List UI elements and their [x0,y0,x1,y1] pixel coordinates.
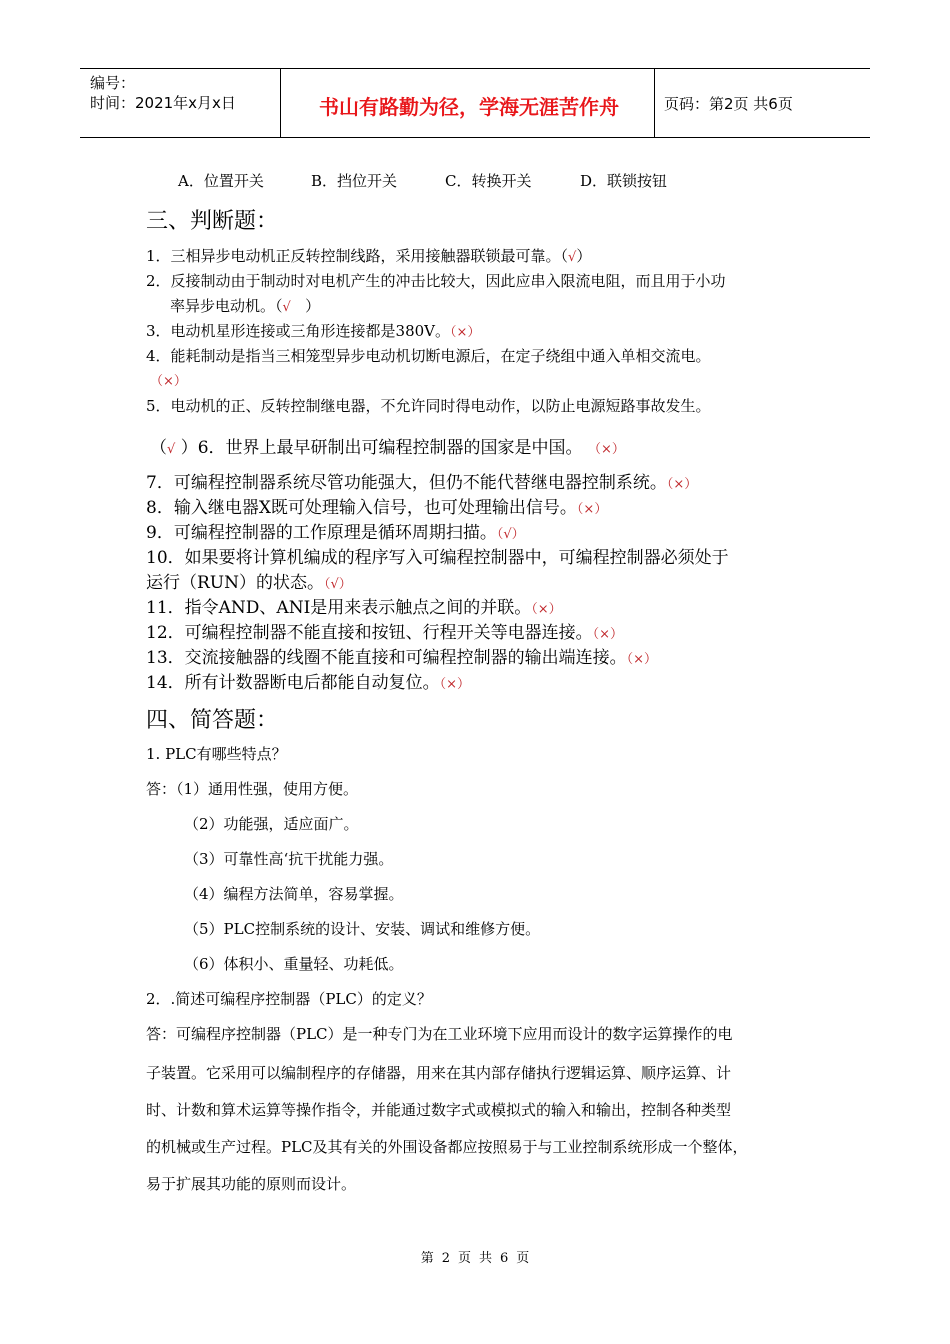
header-table [80,68,870,138]
id-label: 编号： [90,74,136,92]
answer-line: 答：（1）通用性强，使用方便。 [146,780,359,798]
answer-line: （6）体积小、重量轻、功耗低。 [184,955,404,973]
question-mark-cont: （×） [150,374,187,389]
page-info: 页码：第2页 共6页 [664,95,793,113]
header-meta [90,73,236,113]
page-footer: 第 2 页 共 6 页 [420,1251,530,1266]
answer-line: 子装置。它采用可以编制程序的存储器，用来在其内部存储执行逻辑运算、顺序运算、计 [146,1064,732,1082]
answer-line: （3）可靠性高‘抗干扰能力强。 [184,850,394,868]
section-title-short-answer: 四、简答题： [146,708,279,733]
question-item: 8．输入继电器X既可处理输入信号，也可处理输出信号。（×） [146,498,608,518]
question-item: 14．所有计数器断电后都能自动复位。（×） [146,673,471,693]
question-item: 1. PLC有哪些特点？ [146,745,287,763]
header-divider [280,69,281,137]
question-item: 2．.简述可编程序控制器（PLC）的定义？ [146,990,432,1008]
question-item: 2．反接制动由于制动时对电机产生的冲击比较大，因此应串入限流电阻，而且用于小功 [146,272,726,290]
answer-line: （4）编程方法简单，容易掌握。 [184,885,404,903]
question-item: 10．如果要将计算机编成的程序写入可编程控制器中，可编程控制器必须处于 [146,548,729,568]
option-b: B．挡位开关 [311,172,398,190]
question-item: 3．电动机星形连接或三角形连接都是380V。（×） [146,322,481,340]
question-item-cont: 运行（RUN）的状态。（√） [146,573,352,593]
answer-line: 时、计数和算术运算等操作指令，并能通过数字式或模拟式的输入和输出，控制各种类型 [146,1101,732,1119]
answer-line: 答：可编程序控制器（PLC）是一种专门为在工业环境下应用而设计的数字运算操作的电 [146,1025,733,1043]
option-c: C．转换开关 [445,172,532,190]
question-item: （√ ）6．世界上最早研制出可编程控制器的国家是中国。 （×） [150,438,625,458]
option-d: D．联锁按钮 [580,172,668,190]
question-item: 9．可编程控制器的工作原理是循环周期扫描。（√） [146,523,525,543]
question-item: 5．电动机的正、反转控制继电器，不允许同时得电动作，以防止电源短路事故发生。 [146,397,711,415]
answer-options [178,170,667,191]
date-label: 时间：2021年x月x日 [90,94,236,112]
question-item: 12．可编程控制器不能直接和按钮、行程开关等电器连接。（×） [146,623,624,643]
question-item: 1．三相异步电动机正反转控制线路，采用接触器联锁最可靠。（√） [146,247,592,265]
section-title-judgment: 三、判断题： [146,209,279,234]
question-item: 11．指令AND、ANI是用来表示触点之间的并联。（×） [146,598,562,618]
question-item: 7．可编程控制器系统尽管功能强大，但仍不能代替继电器控制系统。（×） [146,473,698,493]
option-a: A．位置开关 [178,172,264,190]
answer-line: （5）PLC控制系统的设计、安装、调试和维修方便。 [184,920,541,938]
answer-line: 易于扩展其功能的原则而设计。 [146,1175,357,1193]
answer-line: 的机械或生产过程。PLC及其有关的外围设备都应按照易于与工业控制系统形成一个整体， [146,1138,748,1156]
question-item: 4．能耗制动是指当三相笼型异步电动机切断电源后，在定子绕组中通入单相交流电。 [146,347,711,365]
motto: 书山有路勤为径，学海无涯苦作舟 [319,95,619,119]
answer-line: （2）功能强，适应面广。 [184,815,359,833]
question-item-cont: 率异步电动机。（√ ） [170,297,321,315]
question-item: 13．交流接触器的线圈不能直接和可编程控制器的输出端连接。（×） [146,648,658,668]
